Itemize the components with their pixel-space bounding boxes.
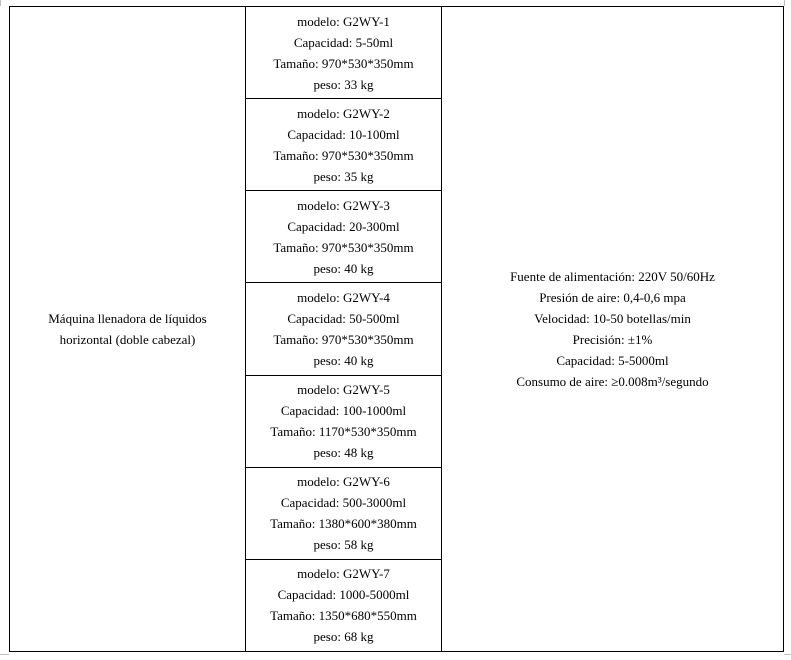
model-weight: peso: 35 kg	[313, 168, 374, 184]
general-spec-line: Precisión: ±1%	[572, 332, 653, 347]
model-name: modelo: G2WY-6	[297, 474, 390, 490]
model-cell	[246, 99, 442, 191]
model-size: Tamaño: 1350*680*550mm	[270, 608, 417, 624]
spec-table	[9, 6, 784, 652]
model-capacity: Capacidad: 100-1000ml	[280, 403, 407, 419]
model-capacity: Capacidad: 5-50ml	[293, 34, 394, 50]
general-specs-cell	[442, 7, 784, 652]
model-size: Tamaño: 970*530*350mm	[273, 239, 414, 255]
model-size: Tamaño: 970*530*350mm	[273, 331, 414, 347]
model-size: Tamaño: 1170*530*350mm	[270, 424, 417, 440]
model-capacity: Capacidad: 20-300ml	[287, 218, 400, 234]
corner-mark-bottom-left	[0, 654, 9, 655]
product-name-line: Máquina llenadora de líquidos	[48, 311, 207, 326]
model-cell	[246, 375, 442, 467]
model-weight: peso: 33 kg	[313, 76, 374, 92]
general-spec-line: Velocidad: 10-50 botellas/min	[534, 311, 691, 326]
model-weight: peso: 40 kg	[313, 260, 374, 276]
model-size: Tamaño: 970*530*350mm	[273, 147, 414, 163]
corner-mark-top-left	[0, 0, 1, 6]
model-cell	[246, 283, 442, 375]
model-weight: peso: 58 kg	[313, 537, 374, 553]
general-spec-line: Fuente de alimentación: 220V 50/60Hz	[510, 269, 715, 284]
model-name: modelo: G2WY-7	[297, 566, 390, 582]
model-name: modelo: G2WY-1	[297, 13, 390, 29]
model-name: modelo: G2WY-2	[297, 105, 390, 121]
model-name: modelo: G2WY-5	[297, 382, 390, 398]
model-weight: peso: 68 kg	[313, 629, 374, 645]
model-capacity: Capacidad: 500-3000ml	[280, 495, 407, 511]
model-cell	[246, 467, 442, 559]
model-cell	[246, 7, 442, 99]
general-spec-line: Presión de aire: 0,4-0,6 mpa	[539, 290, 686, 305]
product-name-line: horizontal (doble cabezal)	[59, 332, 196, 347]
model-capacity: Capacidad: 50-500ml	[287, 310, 400, 326]
table-row	[10, 7, 784, 99]
model-capacity: Capacidad: 1000-5000ml	[277, 587, 410, 603]
model-size: Tamaño: 970*530*350mm	[273, 55, 414, 71]
corner-mark-bottom-right	[784, 654, 791, 655]
model-cell	[246, 191, 442, 283]
model-name: modelo: G2WY-3	[297, 197, 390, 213]
model-weight: peso: 48 kg	[313, 445, 374, 461]
model-size: Tamaño: 1380*600*380mm	[270, 516, 417, 532]
general-spec-line: Capacidad: 5-5000ml	[556, 353, 669, 368]
model-capacity: Capacidad: 10-100ml	[287, 126, 400, 142]
model-weight: peso: 40 kg	[313, 352, 374, 368]
product-name-cell	[10, 7, 246, 652]
model-cell	[246, 559, 442, 651]
corner-mark-top-right	[784, 0, 785, 6]
model-name: modelo: G2WY-4	[297, 289, 390, 305]
general-spec-line: Consumo de aire: ≥0.008m³/segundo	[516, 374, 709, 389]
